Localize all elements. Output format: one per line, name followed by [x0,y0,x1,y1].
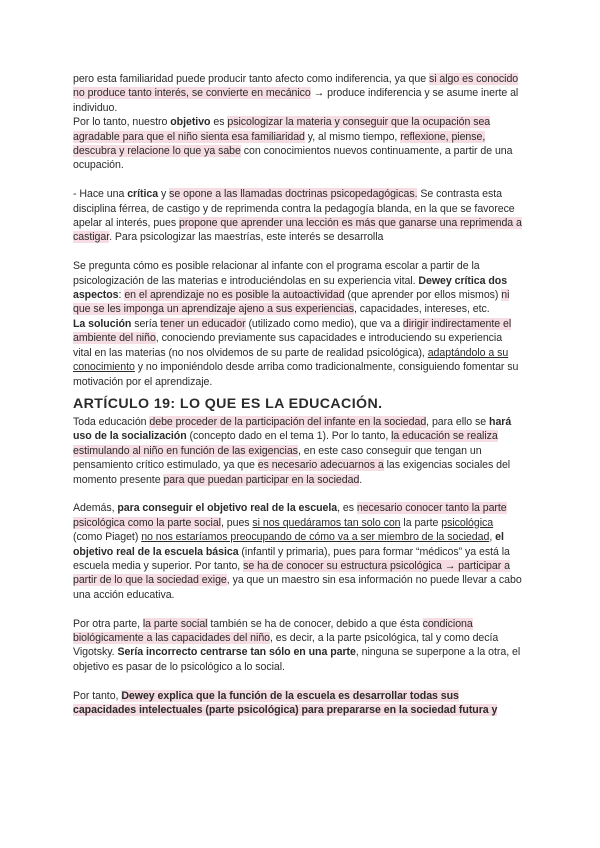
text: (concepto dado en el tema 1). Por lo tanto, [186,430,392,443]
text: , para ello se [426,415,490,428]
underlined-text: psicológica [441,516,494,529]
bold-text: objetivo [170,116,211,129]
spacer [73,487,522,501]
text: y no imponiéndolo desde arriba como tradicionalmente, consiguiendo fomentar su motivación por el aprendizaje. [73,361,519,388]
underlined-text: no nos estaríamos preocupando de cómo va a ser miembro de la sociedad [141,531,490,544]
text: y, al mismo tiempo, [304,130,401,143]
text: (como Piaget) [73,531,142,544]
highlight: la parte social [142,617,208,630]
text: , ninguna se superpone a la otra, el objetivo es pasar de lo psicológico a lo social. [73,646,521,673]
highlight: debe proceder de la participación del infante en la sociedad [149,415,427,428]
paragraph-critica [73,187,522,245]
spacer [73,602,522,616]
text: , es [337,502,357,515]
section-heading: ARTÍCULO 19: LO QUE ES LA EDUCACIÓN. [73,395,383,412]
bold-text: el objetivo real de la escuela básica [73,531,504,558]
highlight: reflexione, piense, descubra y relacione lo que ya sabe [73,130,486,158]
text: , es decir, a la parte psicológica, tal y como decía Vigotsky. [73,631,499,659]
text: también se ha de conocer, debido a que ésta [207,617,423,630]
paragraph-objetivo [73,115,522,173]
highlight-bold: Dewey explica que la función de la escuela es desarrollar todas sus capacidades intelectuales (parte psicológica) para prepararse en la sociedad futura y [73,689,498,716]
text: Por tanto, [73,689,122,702]
paragraph-otra-parte [73,617,522,675]
text: Además, [73,502,118,515]
paragraph-solucion [73,317,522,389]
bold-text: Dewey crítica dos aspectos [73,274,508,302]
text: Se pregunta cómo es posible relacionar al infante con el programa escolar a partir de la psicologización de las materias e introduciéndolas en su experiencia vital. [73,260,480,287]
bold-text: hará uso de la socialización [73,415,512,443]
text: , ya que un maestro sin esa información no puede llevar a cabo una acción educativa. [73,574,522,601]
text: Por lo tanto, nuestro [73,116,171,129]
text: , en este caso conseguir que tengan un pensamiento crítico estimulado, ya que [73,444,482,472]
text: Toda educación [73,415,150,428]
paragraph-dewey-critica [73,259,522,317]
text: Por otra parte, [73,617,143,630]
highlight: psicologizar la materia y conseguir que la ocupación sea agradable para que el niño sienta esa familiaridad [73,116,491,143]
paragraph-por-tanto [73,689,522,718]
bold-text: para conseguir el objetivo real de la escuela [117,502,338,515]
paragraph-toda-educacion [73,415,522,487]
text: es [210,116,228,129]
highlight: la educación se realiza estimulando al niño en función de las exigencias [73,430,498,457]
bold-text: Sería incorrecto centrarse tan sólo en una parte [117,646,356,659]
text: → produce indiferencia y se asume inerte al individuo. [73,87,519,114]
bold-text: La solución [73,317,132,330]
spacer [73,245,522,259]
underlined-text: si nos quedáramos tan solo con [252,516,401,529]
text: y [158,188,170,201]
text: Se contrasta esta disciplina férrea, de castigo y de reprimenda contra la pedagogía blanda, en la que se favorece apelar al interés, pues [73,188,515,230]
text: sería [131,317,161,330]
text: las exigencias sociales del momento presente [73,459,511,486]
highlight: se ha de conocer su estructura psicológica → participar a partir de lo que la sociedad exige [73,559,510,587]
text: (infantil y primaria), pues para formar “médicos” ya está la escuela media y superior. Por tanto, [73,545,510,572]
text: , [489,531,496,544]
text: , pues [220,516,253,529]
highlight: dirigir indirectamente el ambiente del niño [73,317,512,345]
highlight: propone que aprender una lección es más que ganarse una reprimenda a castigar [73,217,522,244]
text: - Hace una [73,188,128,201]
spacer [73,173,522,187]
highlight: es necesario adecuarnos a [257,459,384,472]
text: (que aprender por ellos mismos) [344,289,502,302]
highlight: en el aprendizaje no es posible la autoactividad [124,289,345,302]
bold-text: crítica [127,188,159,201]
text: : [118,289,125,302]
text: , capacidades, intereses, etc. [353,303,490,316]
text: . [359,473,363,486]
text: pero esta familiaridad puede producir tanto afecto como indiferencia, ya que [73,73,429,85]
underlined-text: adaptándolo a su conocimiento [73,346,509,374]
text: , conociendo previamente sus capacidades e introduciendo su experiencia vital en las materias (no nos olvidemos de su parte de realidad psicológica), [73,332,503,359]
highlight: tener un educador [160,317,246,330]
highlight: condiciona biológicamente a las capacidades del niño [73,617,473,644]
paragraph-ademas [73,501,522,602]
text: la parte [400,516,442,529]
highlight: necesario conocer tanto la parte psicológica como la parte social [73,502,507,529]
highlight: ni que se les imponga un aprendizaje ajeno a sus experiencias [73,289,510,316]
text: (utilizado como medio), que va a [245,317,403,330]
highlight: para que puedan participar en la sociedad [163,473,360,486]
spacer [73,674,522,688]
text: con conocimientos nuevos continuamente, a partir de una ocupación. [73,145,513,172]
text: . Para psicologizar las maestrías, este interés se desarrolla [109,231,384,244]
paragraph-familiaridad [73,72,522,115]
highlight: se opone a las llamadas doctrinas psicopedagógicas. [169,188,418,201]
highlight: si algo es conocido no produce tanto interés, se convierte en mecánico [73,73,519,100]
